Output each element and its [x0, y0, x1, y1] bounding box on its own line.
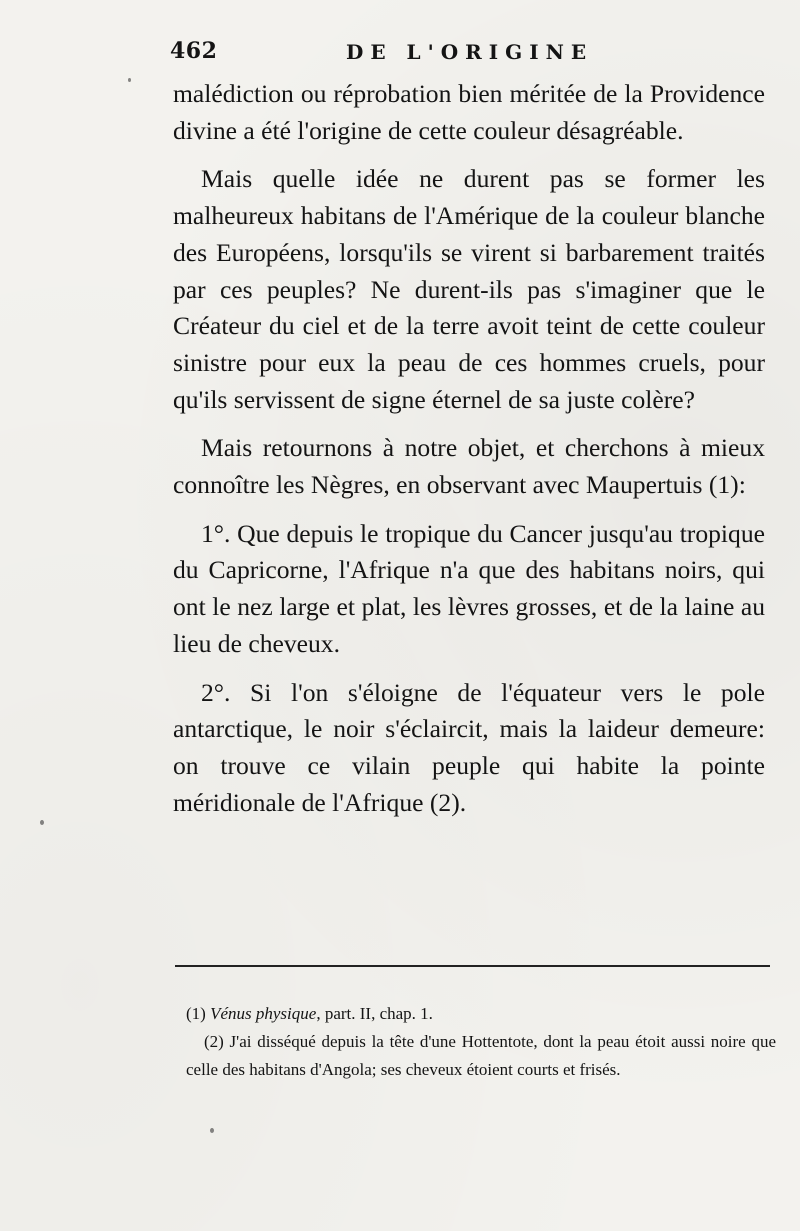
- paper-speck: [210, 1128, 214, 1133]
- footnotes: [186, 1000, 776, 1084]
- paragraph-continuation: malédiction ou réprobation bien méritée de la Providence divine a été l'origine de cette couleur désagréable.: [173, 79, 765, 145]
- running-head: [170, 38, 770, 68]
- body-text: [173, 76, 765, 833]
- paper-speck: [128, 78, 131, 82]
- footnote-2: (2) J'ai disséqué depuis la tête d'une Hottentote, dont la peau étoit aussi noire que celle des habitans d'Angola; ses cheveux étoient courts et frisés.: [186, 1032, 776, 1079]
- footnote-1: [186, 1000, 776, 1028]
- paragraph-maupertuis: Mais retournons à notre objet, et cherchons à mieux connoître les Nègres, en observant avec Maupertuis (1):: [173, 433, 765, 500]
- footnote-divider: [175, 965, 770, 967]
- footnote-1-title: Vénus physique: [210, 1004, 317, 1023]
- paragraph-americans: Mais quelle idée ne durent pas se former les malheureux habitans de l'Amérique de la couleur blanche des Européens, lorsqu'ils se virent si barbarement traités par ces peuples? Ne durent-ils pas s'imaginer que le Créateur du ciel et de la terre avoit teint de cette couleur sinistre pour eux la peau de ces hommes cruels, pour qu'ils servissent de signe éternel de sa juste colère?: [173, 164, 765, 414]
- paper-speck: [40, 820, 44, 825]
- footnote-1-rest: , part. II, chap. 1.: [316, 1004, 433, 1023]
- paragraph-point-1: 1°. Que depuis le tropique du Cancer jusqu'au tropique du Capricorne, l'Afrique n'a que des habitans noirs, qui ont le nez large et plat, les lèvres grosses, et de la laine au lieu de cheveux.: [173, 518, 765, 658]
- running-title: DE L'ORIGINE: [346, 40, 594, 64]
- footnote-1-marker: (1): [186, 1004, 206, 1023]
- page-number: 462: [170, 38, 218, 64]
- paragraph-point-2: 2°. Si l'on s'éloigne de l'équateur vers le pole antarctique, le noir s'éclaircit, mais la laideur demeure: on trouve ce vilain peuple qui habite la pointe méridionale de l'Afrique (2).: [173, 677, 765, 817]
